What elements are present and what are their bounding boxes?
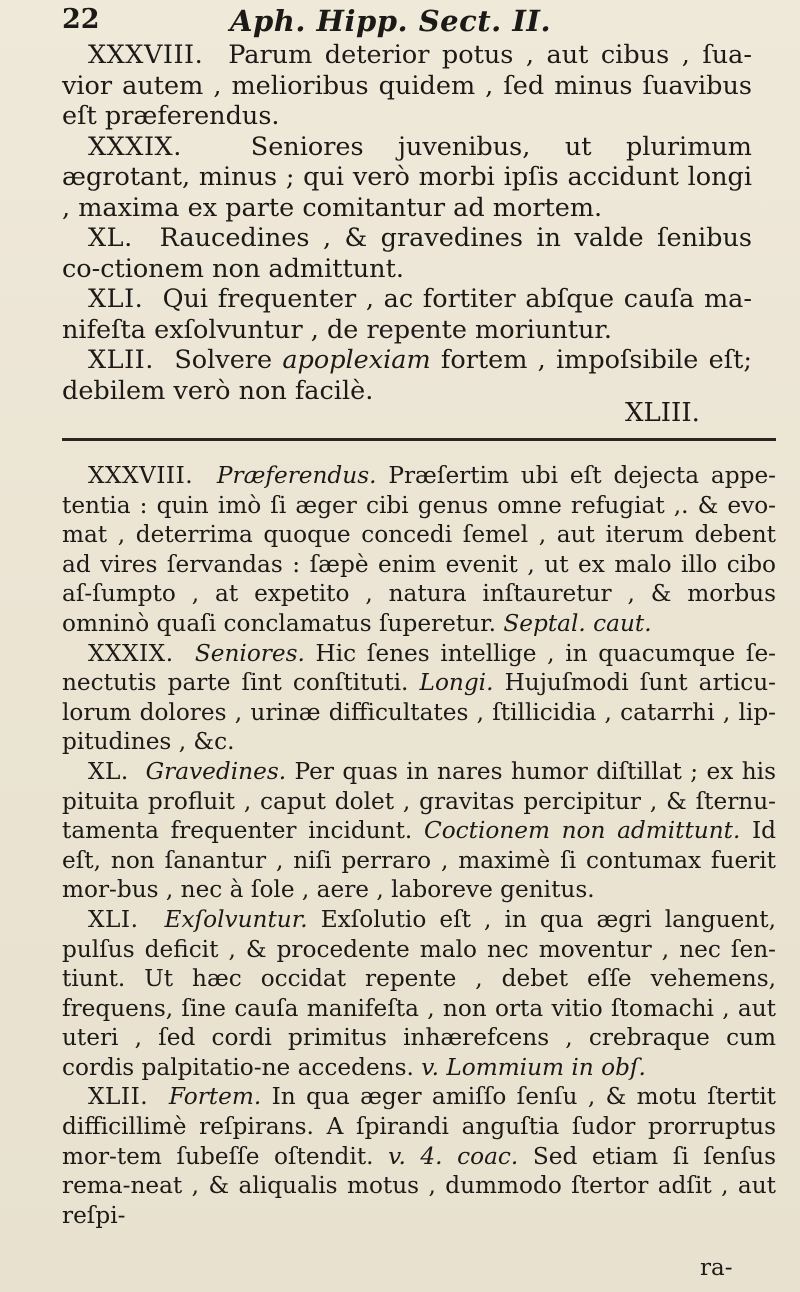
aphorism-paragraph bbox=[62, 132, 752, 224]
aphorism-paragraph bbox=[62, 345, 752, 406]
section-divider bbox=[62, 438, 776, 441]
commentary-number: XLII. bbox=[88, 1083, 149, 1111]
commentary-number: XL. bbox=[88, 757, 129, 785]
aphorism-number: XL. bbox=[88, 223, 133, 253]
commentary-lemma: Fortem. bbox=[168, 1083, 262, 1111]
commentary-text: Hic ſenes intellige , in quacumque ſe-nectutis parte ſint conſtituti. bbox=[62, 639, 776, 697]
aphorism-number: XLI. bbox=[88, 284, 144, 314]
commentary-text: Præſertim ubi eſt dejecta appe-tentia : quin imò ſi æger cibi genus omne refugiat ,. & evo-mat , deterrima quoque concedi ſemel , aut iterum debent ad vires ſervandas : ſæpè enim evenit , ut ex malo illo cibo aſ-ſumpto , at expetito , natura inſtauretur , & morbus omninò quaſi conclamatus ſuperetur. bbox=[62, 462, 776, 637]
aphorism-number: XXXVIII. bbox=[88, 40, 204, 70]
commentary-reference: v. 4. coac. bbox=[388, 1142, 519, 1170]
commentary-text: Hujuſmodi ſunt articu-lorum dolores , urinæ difficultates , ſtillicidia , catarrhi , lip-pitudines , &c. bbox=[62, 669, 777, 756]
aphorism-paragraph bbox=[62, 223, 752, 284]
commentary-text: In qua æger amiſſo ſenſu , & motu ſtertit difficillimè reſpirans. A ſpirandi anguſtia ſudor prorruptus mor-tem ſubeſſe oſtendit. bbox=[62, 1083, 776, 1170]
aphorism-italic-term: apoplexiam bbox=[282, 345, 431, 375]
page-header bbox=[62, 4, 762, 40]
aphorism-text: Seniores juvenibus, ut plurimum ægrotant, minus ; qui verò morbi ipſis accidunt longi , maxima ex parte comitantur ad mortem. bbox=[62, 131, 752, 223]
commentary-lemma: Longi. bbox=[419, 669, 494, 697]
commentary-lemma: Coctionem non admittunt. bbox=[423, 817, 741, 845]
commentary-text: Exſolutio eſt , in qua ægri languent, pulſus deficit , & procedente malo nec moventur , nec ſen-tiunt. Ut hæc occidat repente , debet eſſe vehemens, frequens, ſine cauſa manifeſta , non orta vitio ſtomachi , aut uteri , ſed cordi primitus inhærefcens , crebraque cum cordis palpitatio-ne accedens. bbox=[62, 905, 776, 1081]
commentary-paragraph bbox=[62, 461, 776, 639]
aphorism-paragraph bbox=[62, 284, 752, 345]
aphorism-paragraph bbox=[62, 40, 752, 132]
commentary-lemma: Præferendus. bbox=[216, 462, 377, 489]
commentary-number: XXXIX. bbox=[88, 639, 174, 667]
commentary-paragraph bbox=[62, 639, 776, 757]
aphorism-text: Qui frequenter , ac fortiter abſque cauſa ma-nifeſta exſolvuntur , de repente moriuntur. bbox=[62, 284, 752, 345]
commentary-text-block bbox=[62, 461, 776, 1230]
commentary-paragraph bbox=[62, 1082, 776, 1230]
commentary-text: Sed etiam ſi ſenſus rema-neat , & aliqualis motus , dummodo ſtertor adſit , aut reſpi- bbox=[62, 1142, 776, 1229]
catchword-bottom: ra- bbox=[700, 1255, 733, 1281]
commentary-text: Per quas in nares humor diſtillat ; ex his pituita profluit , caput dolet , gravitas percipitur , & ſternu-tamenta frequenter incidunt. bbox=[62, 757, 776, 845]
catchword-top: XLIII. bbox=[625, 398, 700, 428]
aphorism-text: Raucedines , & gravedines in valde ſenibus co-ctionem non admittunt. bbox=[62, 223, 753, 284]
running-head: Aph. Hipp. Sect. II. bbox=[230, 4, 552, 38]
commentary-lemma: Seniores. bbox=[194, 639, 305, 667]
commentary-reference: Septal. caut. bbox=[503, 609, 652, 637]
aphorism-text-block bbox=[62, 40, 752, 406]
commentary-lemma: Exſolvuntur. bbox=[164, 905, 308, 933]
commentary-number: XXXVIII. bbox=[88, 462, 194, 489]
commentary-number: XLI. bbox=[88, 905, 139, 933]
commentary-paragraph bbox=[62, 905, 776, 1083]
commentary-reference: v. Lommium in obſ. bbox=[421, 1053, 646, 1081]
commentary-paragraph bbox=[62, 757, 776, 905]
aphorism-number: XXXIX. bbox=[88, 131, 182, 162]
aphorism-number: XLII. bbox=[88, 345, 154, 375]
aphorism-text: Parum deterior potus , aut cibus , ſua-vior autem , melioribus quidem , ſed minus ſuavibus eſt præferendus. bbox=[62, 40, 752, 131]
aphorism-text: Solvere bbox=[174, 345, 273, 375]
commentary-text: Id eſt, non ſanantur , niſi perraro , maximè ſi contumax fuerit mor-bus , nec à ſole , aere , laboreve genitus. bbox=[62, 817, 776, 904]
page-number: 22 bbox=[62, 4, 100, 35]
aphorism-text: fortem , impoſsibile eſt; debilem verò non facilè. bbox=[62, 345, 752, 406]
commentary-lemma: Gravedines. bbox=[145, 757, 287, 785]
